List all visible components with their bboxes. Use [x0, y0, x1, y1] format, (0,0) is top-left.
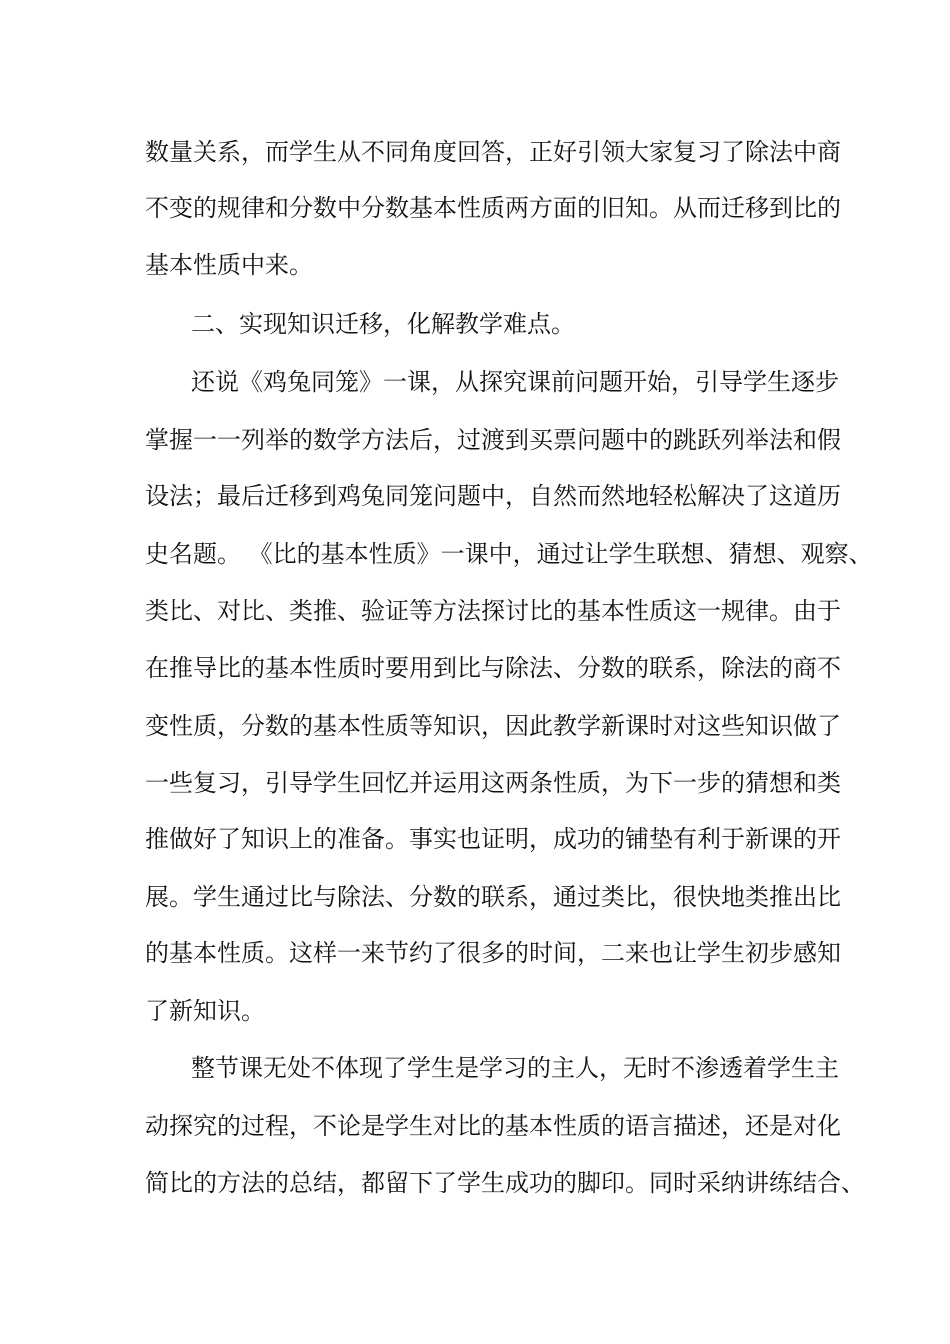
text-line: 在推导比的基本性质时要用到比与除法、分数的联系，除法的商不 — [145, 654, 841, 682]
text-line: 设法；最后迁移到鸡兔同笼问题中，自然而然地轻松解决了这道历 — [145, 482, 841, 510]
text-line: 掌握一一列举的数学方法后，过渡到买票问题中的跳跃列举法和假 — [145, 426, 841, 454]
text-line: 的基本性质。这样一来节约了很多的时间，二来也让学生初步感知 — [145, 939, 841, 967]
text-line: 展。学生通过比与除法、分数的联系，通过类比，很快地类推出比 — [145, 883, 841, 911]
section-heading: 二、实现知识迁移，化解教学难点。 — [191, 310, 575, 338]
text-line: 动探究的过程，不论是学生对比的基本性质的语言描述，还是对化 — [145, 1112, 841, 1140]
text-line: 基本性质中来。 — [145, 251, 313, 279]
text-line: 类比、对比、类推、验证等方法探讨比的基本性质这一规律。由于 — [145, 597, 841, 625]
text-line: 还说《鸡兔同笼》一课，从探究课前问题开始，引导学生逐步 — [191, 368, 839, 396]
text-line: 整节课无处不体现了学生是学习的主人，无时不渗透着学生主 — [191, 1054, 839, 1082]
text-line: 了新知识。 — [145, 997, 265, 1025]
text-line: 一些复习，引导学生回忆并运用这两条性质，为下一步的猜想和类 — [145, 769, 841, 797]
text-line: 变性质，分数的基本性质等知识，因此教学新课时对这些知识做了 — [145, 712, 841, 740]
text-line: 史名题。 《比的基本性质》一课中，通过让学生联想、猜想、观察、 — [145, 540, 873, 568]
text-line: 简比的方法的总结，都留下了学生成功的脚印。同时采纳讲练结合、 — [145, 1169, 865, 1197]
text-line: 不变的规律和分数中分数基本性质两方面的旧知。从而迁移到比的 — [145, 194, 841, 222]
text-line: 数量关系，而学生从不同角度回答，正好引领大家复习了除法中商 — [145, 138, 841, 166]
text-line: 推做好了知识上的准备。事实也证明，成功的铺垫有利于新课的开 — [145, 825, 841, 853]
